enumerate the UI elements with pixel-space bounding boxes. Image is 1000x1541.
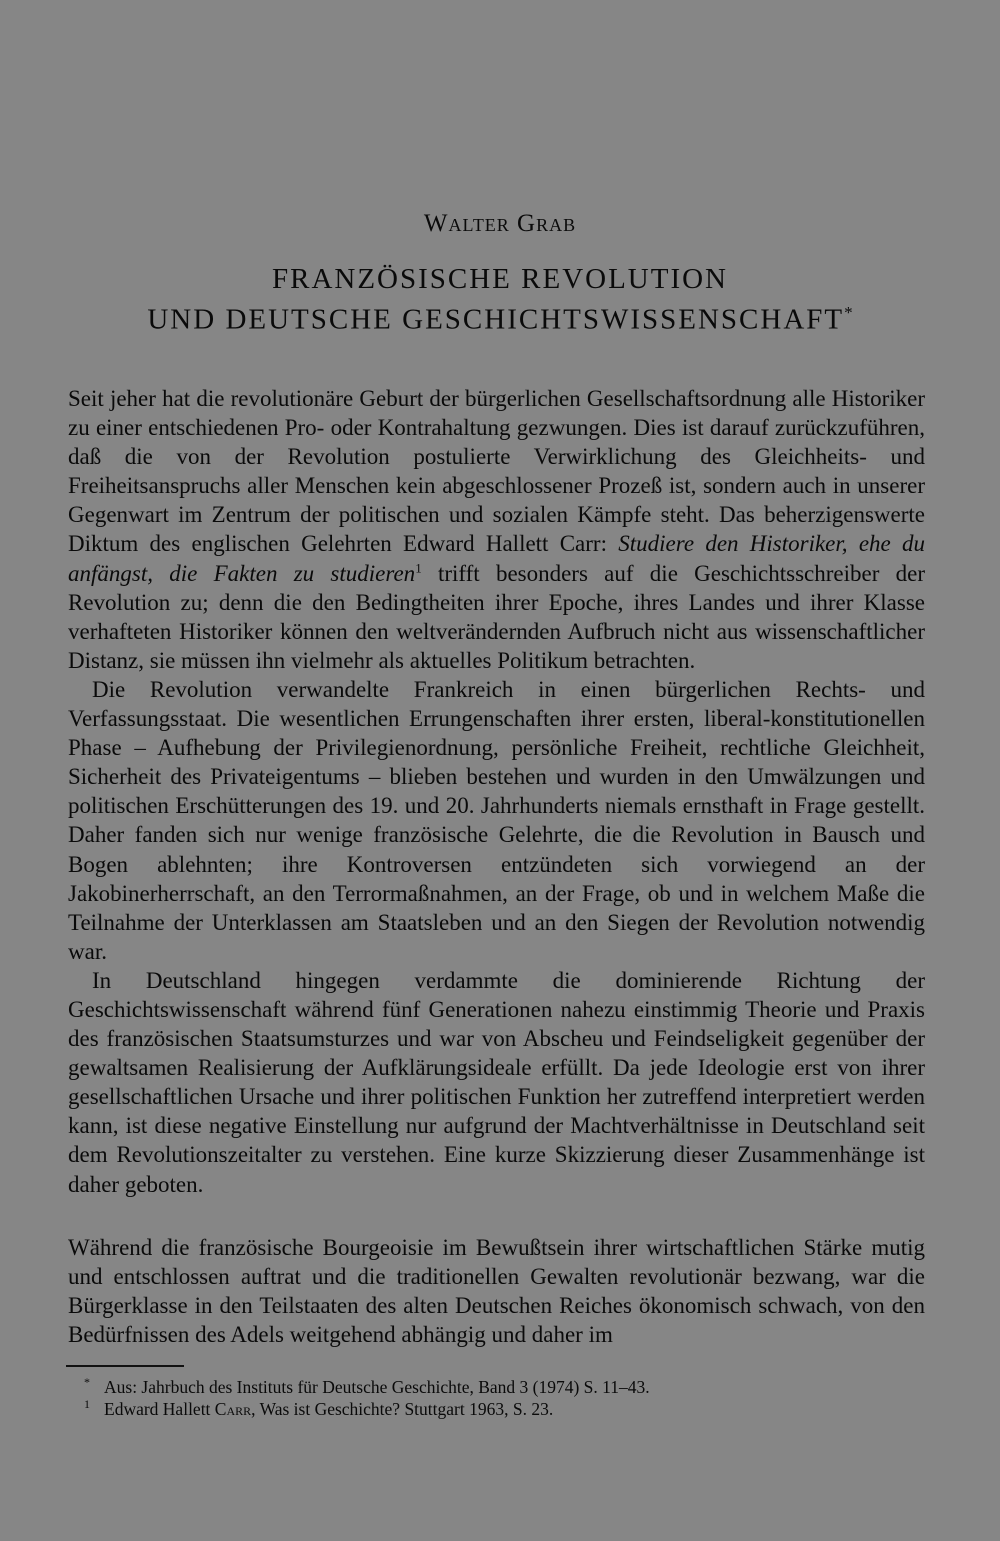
- paragraph-1: [68, 384, 925, 675]
- footnote-ref-1: 1: [415, 559, 422, 575]
- footnote-star: * Aus: Jahrbuch des Instituts für Deutsche Geschichte, Band 3 (1974) S. 11–43.: [84, 1375, 650, 1397]
- paragraph-4: Während die französische Bourgeoisie im Bewußtsein ihrer wirtschaftlichen Stärke mutig und entschlossen auftrat und die traditionellen Gewalten revolutionär bezwang, war die Bürgerklasse in den Teilstaaten des alten Deutschen Reiches ökonomisch schwach, von den Bedürfnissen des Adels weitgehend abhängig und daher im: [68, 1235, 925, 1348]
- paragraph-3: In Deutschland hingegen verdammte die dominierende Richtung der Geschichtswissenschaft während fünf Generationen nahezu einstimmig Theorie und Praxis des französischen Staatsumsturzes und war von Abscheu und Feindseligkeit gegenüber der gewaltsamen Realisierung der Aufklärungsideale erfüllt. Da jede Ideologie erst von ihrer gesellschaftlichen Ursache und ihrer politischen Funktion her zutreffend interpretiert werden kann, ist diese negative Einstellung nur aufgrund der Machtverhältnisse in Deutschland seit dem Revolutionszeitalter zu verstehen. Eine kurze Skizzierung dieser Zusammenhänge ist daher geboten.: [68, 967, 925, 1197]
- title-line-2-text: UND DEUTSCHE GESCHICHTSWISSENSCHAFT: [147, 303, 845, 336]
- paragraph-1-text-a: Seit jeher hat die revolutionäre Geburt der bürgerlichen Gesellschaftsordnung alle Historiker zu einer entschiedenen Pro- oder Kontrahaltung gezwungen. Dies ist darauf zurückzuführen, daß die von der Revolution postulierte Verwirklichung des Gleichheits- und Freiheitsanspruchs aller Menschen kein abgeschlossener Prozeß ist, sondern auch in unserer Gegenwart im Zentrum der politischen und sozialen Kämpfe steht. Das beherzigenswerte Diktum des englischen Gelehrten Edward Hallett Carr:: [68, 386, 925, 557]
- footnote-1-text-a: Edward Hallett: [104, 1399, 215, 1419]
- paragraph-1-text-b: trifft besonders auf die Geschichtsschreiber der Revolution zu; denn die den Bedingtheiten ihrer Epoche, ihres Landes und ihrer Klasse verhafteten Historiker können den weltverändernden Aufbruch nicht aus wissenschaftlicher Distanz, sie müssen ihn vielmehr als aktuelles Politikum betrachten.: [68, 560, 925, 673]
- carr-quote: Studiere den Historiker, ehe du anfängst, die Fakten zu studieren: [68, 531, 926, 586]
- title-footnote-mark: *: [844, 303, 853, 322]
- footnotes: [84, 1376, 944, 1420]
- footnote-divider: [66, 1365, 184, 1367]
- footnote-1-text-b: , Was ist Geschichte? Stuttgart 1963, S. 23.: [251, 1399, 554, 1419]
- footnote-1-author: Carr: [214, 1399, 252, 1419]
- title-line-2: [0, 296, 1000, 337]
- footnote-star-text: Aus: Jahrbuch des Instituts für Deutsche Geschichte, Band 3 (1974) S. 11–43.: [104, 1377, 650, 1397]
- title-line-1: FRANZÖSISCHE REVOLUTION: [271, 263, 729, 295]
- paragraph-2: Die Revolution verwandelte Frankreich in einen bürgerlichen Rechts- und Verfassungsstaat. Die wesentlichen Errungenschaften ihrer ersten, liberal-konstitutionellen Phase – Aufhebung der Privilegienordnung, persönliche Freiheit, rechtliche Gleichheit, Sicherheit des Privateigentums – blieben bestehen und wurden in den Umwälzungen und politischen Erschütterungen des 19. und 20. Jahrhunderts niemals ernsthaft in Frage gestellt. Daher fanden sich nur wenige französische Gelehrte, die die Revolution in Bausch und Bogen ablehnten; ihre Kontroversen entzündeten sich vorwiegend an der Jakobinerherrschaft, an den Terrormaßnahmen, an der Frage, ob und in welchem Maße die Teilnahme der Unterklassen am Staatsleben und an den Siegen der Revolution notwendig war.: [68, 676, 925, 964]
- section-2: [68, 1233, 925, 1349]
- footnote-1: 1 Edward Hallett Carr, Was ist Geschichte? Stuttgart 1963, S. 23.: [84, 1397, 554, 1419]
- section-1: [68, 384, 925, 1199]
- author-name: Walter Grab: [423, 210, 577, 237]
- article-title: [0, 262, 1000, 337]
